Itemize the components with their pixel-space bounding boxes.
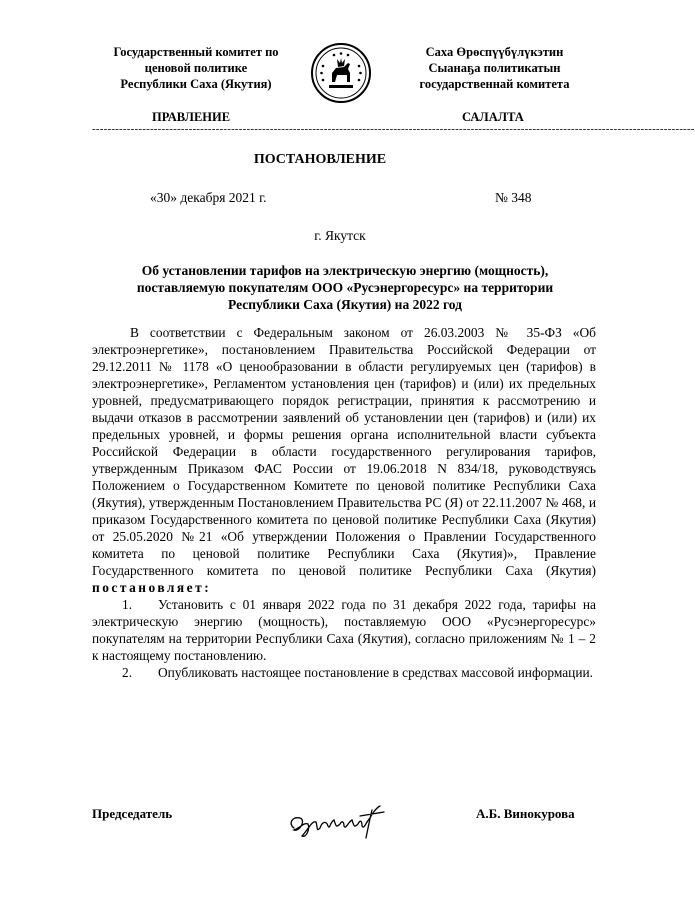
subject-line: Об установлении тарифов на электрическую энергию (мощность), xyxy=(141,263,549,278)
document-body xyxy=(92,324,596,681)
signer-name: А.Б. Винокурова xyxy=(476,806,575,821)
committee-name-russian xyxy=(96,44,296,92)
header-line: Республики Саха (Якутия) xyxy=(120,77,272,91)
subject-line: поставляемую покупателям ООО «Русэнергоресурс» на территории xyxy=(136,280,554,295)
document-date: «30» декабря 2021 г. xyxy=(150,190,267,205)
preamble-paragraph xyxy=(92,324,596,596)
yakutia-coat-of-arms-icon xyxy=(310,42,372,104)
item-text: Опубликовать настоящее постановление в средствах массовой информации. xyxy=(158,665,594,680)
item-number: 1. xyxy=(122,597,133,612)
board-label-russian: ПРАВЛЕНИЕ xyxy=(152,110,231,124)
header-line: Государственный комитет по xyxy=(113,45,279,59)
signer-role: Председатель xyxy=(92,806,173,821)
header-line: государственнай комитета xyxy=(419,77,570,91)
resolution-item xyxy=(92,596,596,664)
preamble-text: В соответствии с Федеральным законом от 26.03.2003 № 35-ФЗ «Об электроэнергетике», постановлением Правительства Российской Федерации от 29.12.2011 № 1178 «О ценообразовании в области регулируемых цен (тарифов) в электроэнергетике», Регламентом установления цен (тарифов) и (или) их предельных уровней, предусматривающего порядок регистрации, принятия к рассмотрению и выдачи отказов в рассмотрении заявлений об установлении цен (тарифов) и (или) их предельных уровней, и формы решения органа исполнительной власти субъекта Российской Федерации в области государственного регулирования тарифов, утвержденным Приказом ФАС России от 19.06.2018 N 834/18, руководствуясь Положением о Государственном Комитете по ценовой политике Республики Саха (Якутия), утвержденным Постановлением Правительства РС (Я) от 22.11.2007 № 468, и приказом Государственного комитета по ценовой политике Республики Саха (Якутия) от 25.05.2020 №21 «Об утверждении Положения о Правлении Государственного комитета по ценовой политике Республики Саха (Якутия)», Правление Государственного комитета по ценовой политике Республики Саха (Якутия) xyxy=(92,325,596,578)
header-line: Саха Өрөспүүбүлүкэтин xyxy=(425,45,564,59)
document-number: № 348 xyxy=(495,190,532,205)
header-line: ценовой политике xyxy=(144,61,248,75)
handwritten-signature-icon xyxy=(286,798,390,842)
item-number: 2. xyxy=(122,665,133,680)
committee-name-yakut xyxy=(392,44,597,92)
header-line: Сыанаҕа политикатын xyxy=(428,61,561,75)
resolution-item xyxy=(92,664,596,681)
board-label-yakut: САЛАЛТА xyxy=(462,110,524,124)
item-text: Установить с 01 января 2022 года по 31 декабря 2022 года, тарифы на электрическую энергию (мощность), поставляемую ООО «Русэнергоресурс» покупателям на территории Республики Саха (Якутия), согласно приложениям № 1 – 2 к настоящему постановлению. xyxy=(92,597,596,663)
document-type: ПОСТАНОВЛЕНИЕ xyxy=(253,152,387,167)
header-divider: ------------------------------------------------------------------------------------------------------------------------------------------------------------ xyxy=(92,123,695,135)
resolves-word: постановляет: xyxy=(92,580,212,595)
document-city: г. Якутск xyxy=(314,228,366,243)
subject-line: Республики Саха (Якутия) на 2022 год xyxy=(228,297,462,312)
document-subject xyxy=(105,262,585,313)
